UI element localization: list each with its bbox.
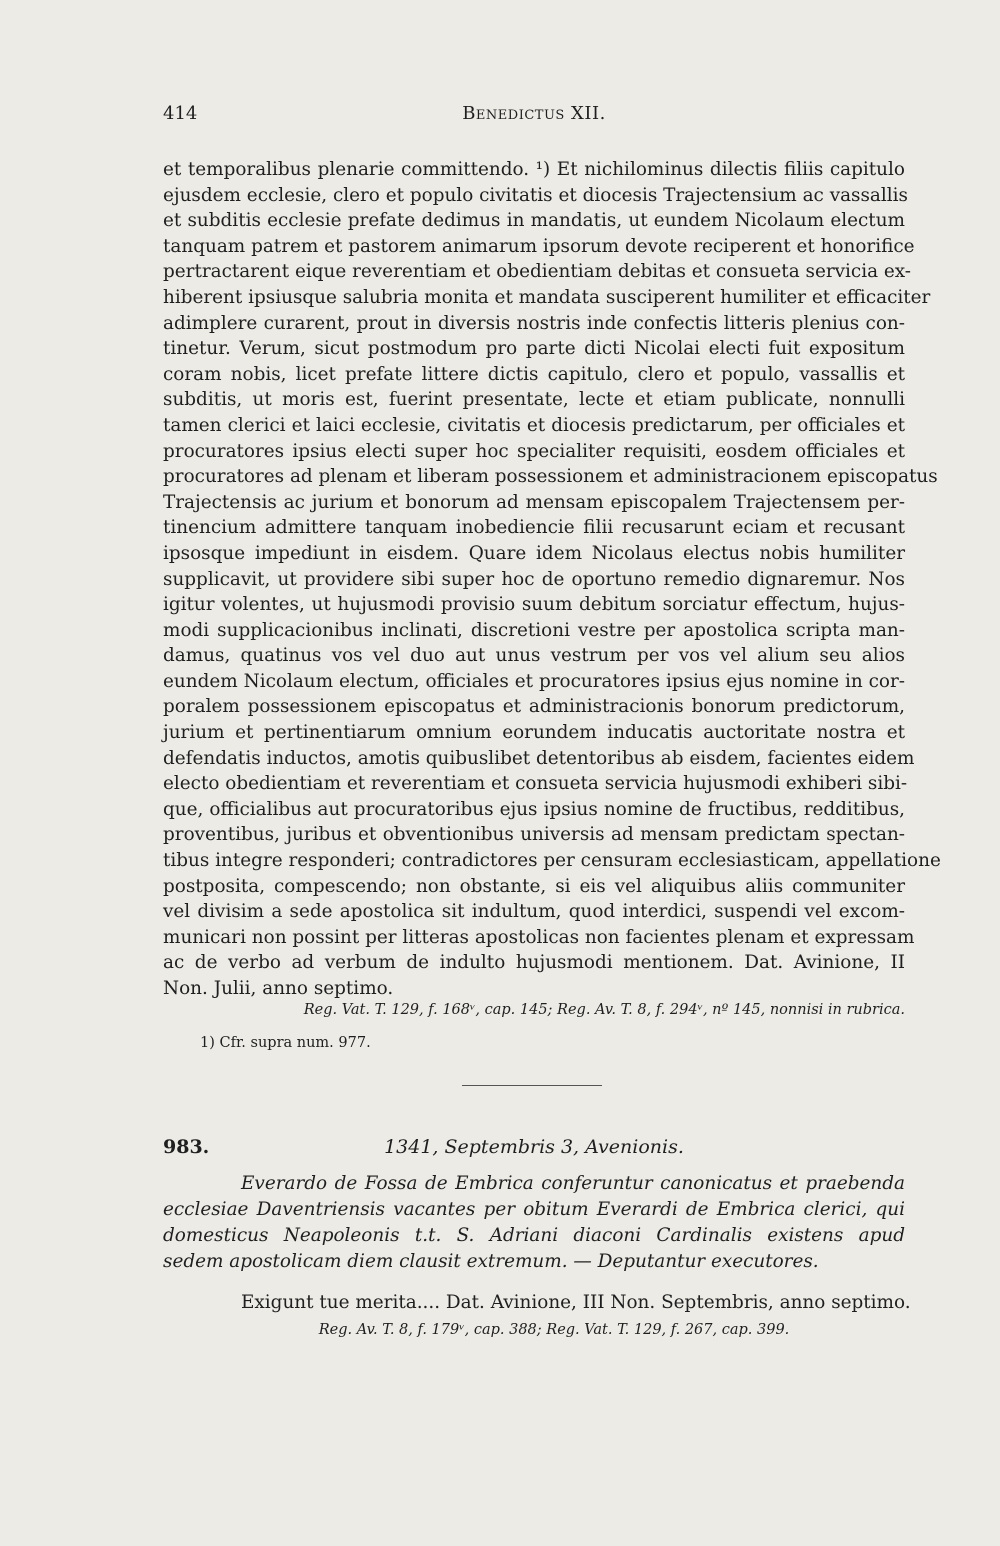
section-divider <box>462 1085 602 1086</box>
body-line: que, officialibus aut procuratoribus ejus ipsius nomine de fructibus, redditibus, <box>163 798 905 820</box>
body-line: tamen clerici et laici ecclesie, civitatis et diocesis predictarum, per officiales et <box>163 414 905 436</box>
body-line: vel divisim a sede apostolica sit indultum, quod interdici, suspendi vel excom- <box>163 901 905 923</box>
body-line: damus, quatinus vos vel duo aut unus vestrum per vos vel alium seu alios <box>163 645 905 667</box>
footnote: 1) Cfr. supra num. 977. <box>200 1035 371 1051</box>
entry-summary <box>163 1171 905 1275</box>
running-title: Benedictus XII. <box>462 103 606 124</box>
body-line: tibus integre responderi; contradictores per censuram ecclesiasticam, appellatione <box>163 850 941 872</box>
summary-line: domesticus Neapoleonis t.t. S. Adriani diaconi Cardinalis existens apud <box>163 1225 905 1246</box>
archive-citation: Reg. Vat. T. 129, f. 168ᵛ, cap. 145; Reg. Av. T. 8, f. 294ᵛ, nº 145, nonnisi in rubrica. <box>303 1002 905 1018</box>
body-line: adimplere curarent, prout in diversis nostris inde confectis litteris plenius con- <box>163 312 905 334</box>
body-line: procuratores ad plenam et liberam possessionem et administracionem episcopatus <box>163 466 938 488</box>
body-line: jurium et pertinentiarum omnium eorundem inducatis auctoritate nostra et <box>163 722 905 744</box>
summary-line: sedem apostolicam diem clausit extremum. — Deputantur executores. <box>163 1251 819 1272</box>
body-line: hiberent ipsiusque salubria monita et mandata susciperent humiliter et efficaciter <box>163 286 931 308</box>
body-line: defendatis inductos, amotis quibuslibet detentoribus ab eisdem, facientes eidem <box>163 747 915 769</box>
body-line: eundem Nicolaum electum, officiales et procuratores ipsius ejus nomine in cor- <box>163 670 905 692</box>
body-line: pertractarent eique reverentiam et obedientiam debitas et consueta servicia ex- <box>163 261 912 283</box>
body-line: proventibus, juribus et obventionibus universis ad mensam predictam spectan- <box>163 824 905 846</box>
body-line: supplicavit, ut providere sibi super hoc de oportuno remedio dignaremur. Nos <box>163 568 905 590</box>
entry-date: 1341, Septembris 3, Avenionis. <box>384 1136 684 1158</box>
body-line: modi supplicacionibus inclinati, discretioni vestre per apostolica scripta man- <box>163 619 905 641</box>
body-line: municari non possint per litteras apostolicas non facientes plenam et expressam <box>163 926 915 948</box>
body-line: electo obedientiam et reverentiam et consueta servicia hujusmodi exhiberi sibi- <box>163 773 908 795</box>
body-line: ejusdem ecclesie, clero et populo civitatis et diocesis Trajectensium ac vassallis <box>163 184 908 206</box>
body-line: tinetur. Verum, sicut postmodum pro parte dicti Nicolai electi fuit expositum <box>163 338 905 360</box>
body-line: coram nobis, licet prefate littere dictis capitulo, clero et populo, vassallis et <box>163 363 905 385</box>
summary-line: ecclesiae Daventriensis vacantes per obitum Everardi de Embrica clerici, qui <box>163 1199 905 1220</box>
body-text <box>163 157 941 1002</box>
body-line: poralem possessionem episcopatus et administracionis bonorum predictorum, <box>163 696 905 718</box>
entry-incipit: Exigunt tue merita.... Dat. Avinione, III Non. Septembris, anno septimo. <box>241 1292 911 1313</box>
body-line: subditis, ut moris est, fuerint presentate, lecte et etiam publicate, nonnulli <box>163 389 905 411</box>
entry-number: 983. <box>163 1136 210 1158</box>
entry-citation: Reg. Av. T. 8, f. 179ᵛ, cap. 388; Reg. Vat. T. 129, f. 267, cap. 399. <box>318 1322 790 1338</box>
summary-line: Everardo de Fossa de Embrica conferuntur canonicatus et praebenda <box>241 1173 905 1194</box>
page-header <box>163 103 905 133</box>
page-number: 414 <box>163 103 198 124</box>
body-line: Non. Julii, anno septimo. <box>163 978 394 999</box>
body-line: tinencium admittere tanquam inobediencie filii recusarunt eciam et recusant <box>163 517 905 539</box>
body-line: tanquam patrem et pastorem animarum ipsorum devote reciperent et honorifice <box>163 235 915 257</box>
body-line: et subditis ecclesie prefate dedimus in mandatis, ut eundem Nicolaum electum <box>163 210 905 232</box>
body-line: procuratores ipsius electi super hoc specialiter requisiti, eosdem officiales et <box>163 440 905 462</box>
body-line: ac de verbo ad verbum de indulto hujusmodi mentionem. Dat. Avinione, II <box>163 952 905 974</box>
body-line: igitur volentes, ut hujusmodi provisio suum debitum sorciatur effectum, hujus- <box>163 594 905 616</box>
body-line: postposita, compescendo; non obstante, si eis vel aliquibus aliis communiter <box>163 875 905 897</box>
body-line: Trajectensis ac jurium et bonorum ad mensam episcopalem Trajectensem per- <box>163 491 905 513</box>
body-line: ipsosque impediunt in eisdem. Quare idem Nicolaus electus nobis humiliter <box>163 542 905 564</box>
body-line: et temporalibus plenarie committendo. ¹) Et nichilominus dilectis filiis capitulo <box>163 159 905 180</box>
